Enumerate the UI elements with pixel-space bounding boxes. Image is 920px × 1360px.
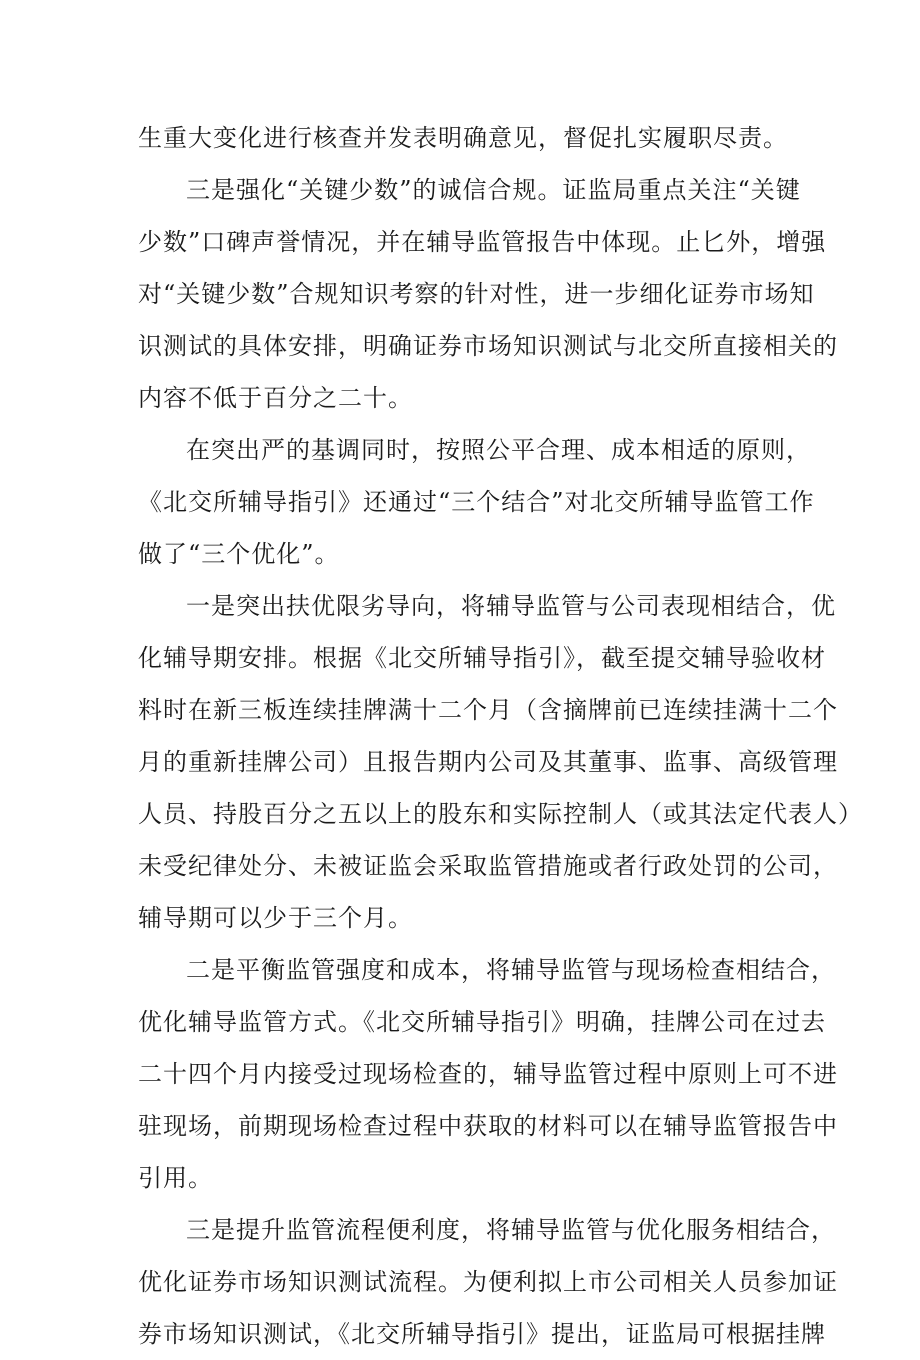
text-line: 三是提升监管流程便利度，将辅导监管与优化服务相结合， — [186, 1216, 836, 1244]
text-line: 化辅导期安排。根据《北交所辅导指引》，截至提交辅导验收材 — [138, 644, 826, 672]
text-line: 优化证券市场知识测试流程。为便利拟上市公司相关人员参加证 — [138, 1268, 838, 1296]
text-line: 生重大变化进行核查并发表明确意见，督促扎实履职尽责。 — [138, 124, 788, 152]
text-line: 月的重新挂牌公司）且报告期内公司及其董事、监事、高级管理 — [138, 748, 838, 776]
text-line: 料时在新三板连续挂牌满十二个月（含摘牌前已连续挂满十二个 — [138, 696, 838, 724]
text-line: 券市场知识测试，《北交所辅导指引》提出，证监局可根据挂牌 — [138, 1320, 826, 1348]
text-line: 未受纪律处分、未被证监会采取监管措施或者行政处罚的公司， — [138, 852, 838, 880]
text-line: 在突出严的基调同时，按照公平合理、成本相适的原则， — [186, 436, 811, 464]
text-line: 少数”口碑声誉情况，并在辅导监管报告中体现。止匕外，增强 — [138, 228, 827, 256]
document-body — [138, 112, 863, 1360]
text-line: 辅导期可以少于三个月。 — [138, 904, 413, 932]
text-line: 《北交所辅导指引》还通过“三个结合”对北交所辅导监管工作 — [138, 488, 815, 516]
text-line: 优化辅导监管方式。《北交所辅导指引》明确，挂牌公司在过去 — [138, 1008, 826, 1036]
text-line: 内容不低于百分之二十。 — [138, 384, 413, 412]
text-line: 一是突出扶优限劣导向，将辅导监管与公司表现相结合，优 — [186, 592, 836, 620]
text-line: 驻现场，前期现场检查过程中获取的材料可以在辅导监管报告中 — [138, 1112, 838, 1140]
text-line: 识测试的具体安排，明确证券市场知识测试与北交所直接相关的 — [138, 332, 838, 360]
text-line: 做了“三个优化”。 — [138, 540, 340, 568]
text-line: 三是强化“关键少数”的诚信合规。证监局重点关注“关键 — [186, 176, 801, 204]
text-line: 对“关键少数”合规知识考察的针对性，进一步细化证券市场知 — [138, 280, 815, 308]
text-line: 引用。 — [138, 1164, 213, 1192]
text-line: 人员、持股百分之五以上的股东和实际控制人（或其法定代表人） — [138, 800, 863, 828]
text-line: 二是平衡监管强度和成本，将辅导监管与现场检查相结合， — [186, 956, 836, 984]
text-line: 二十四个月内接受过现场检查的，辅导监管过程中原则上可不进 — [138, 1060, 838, 1088]
